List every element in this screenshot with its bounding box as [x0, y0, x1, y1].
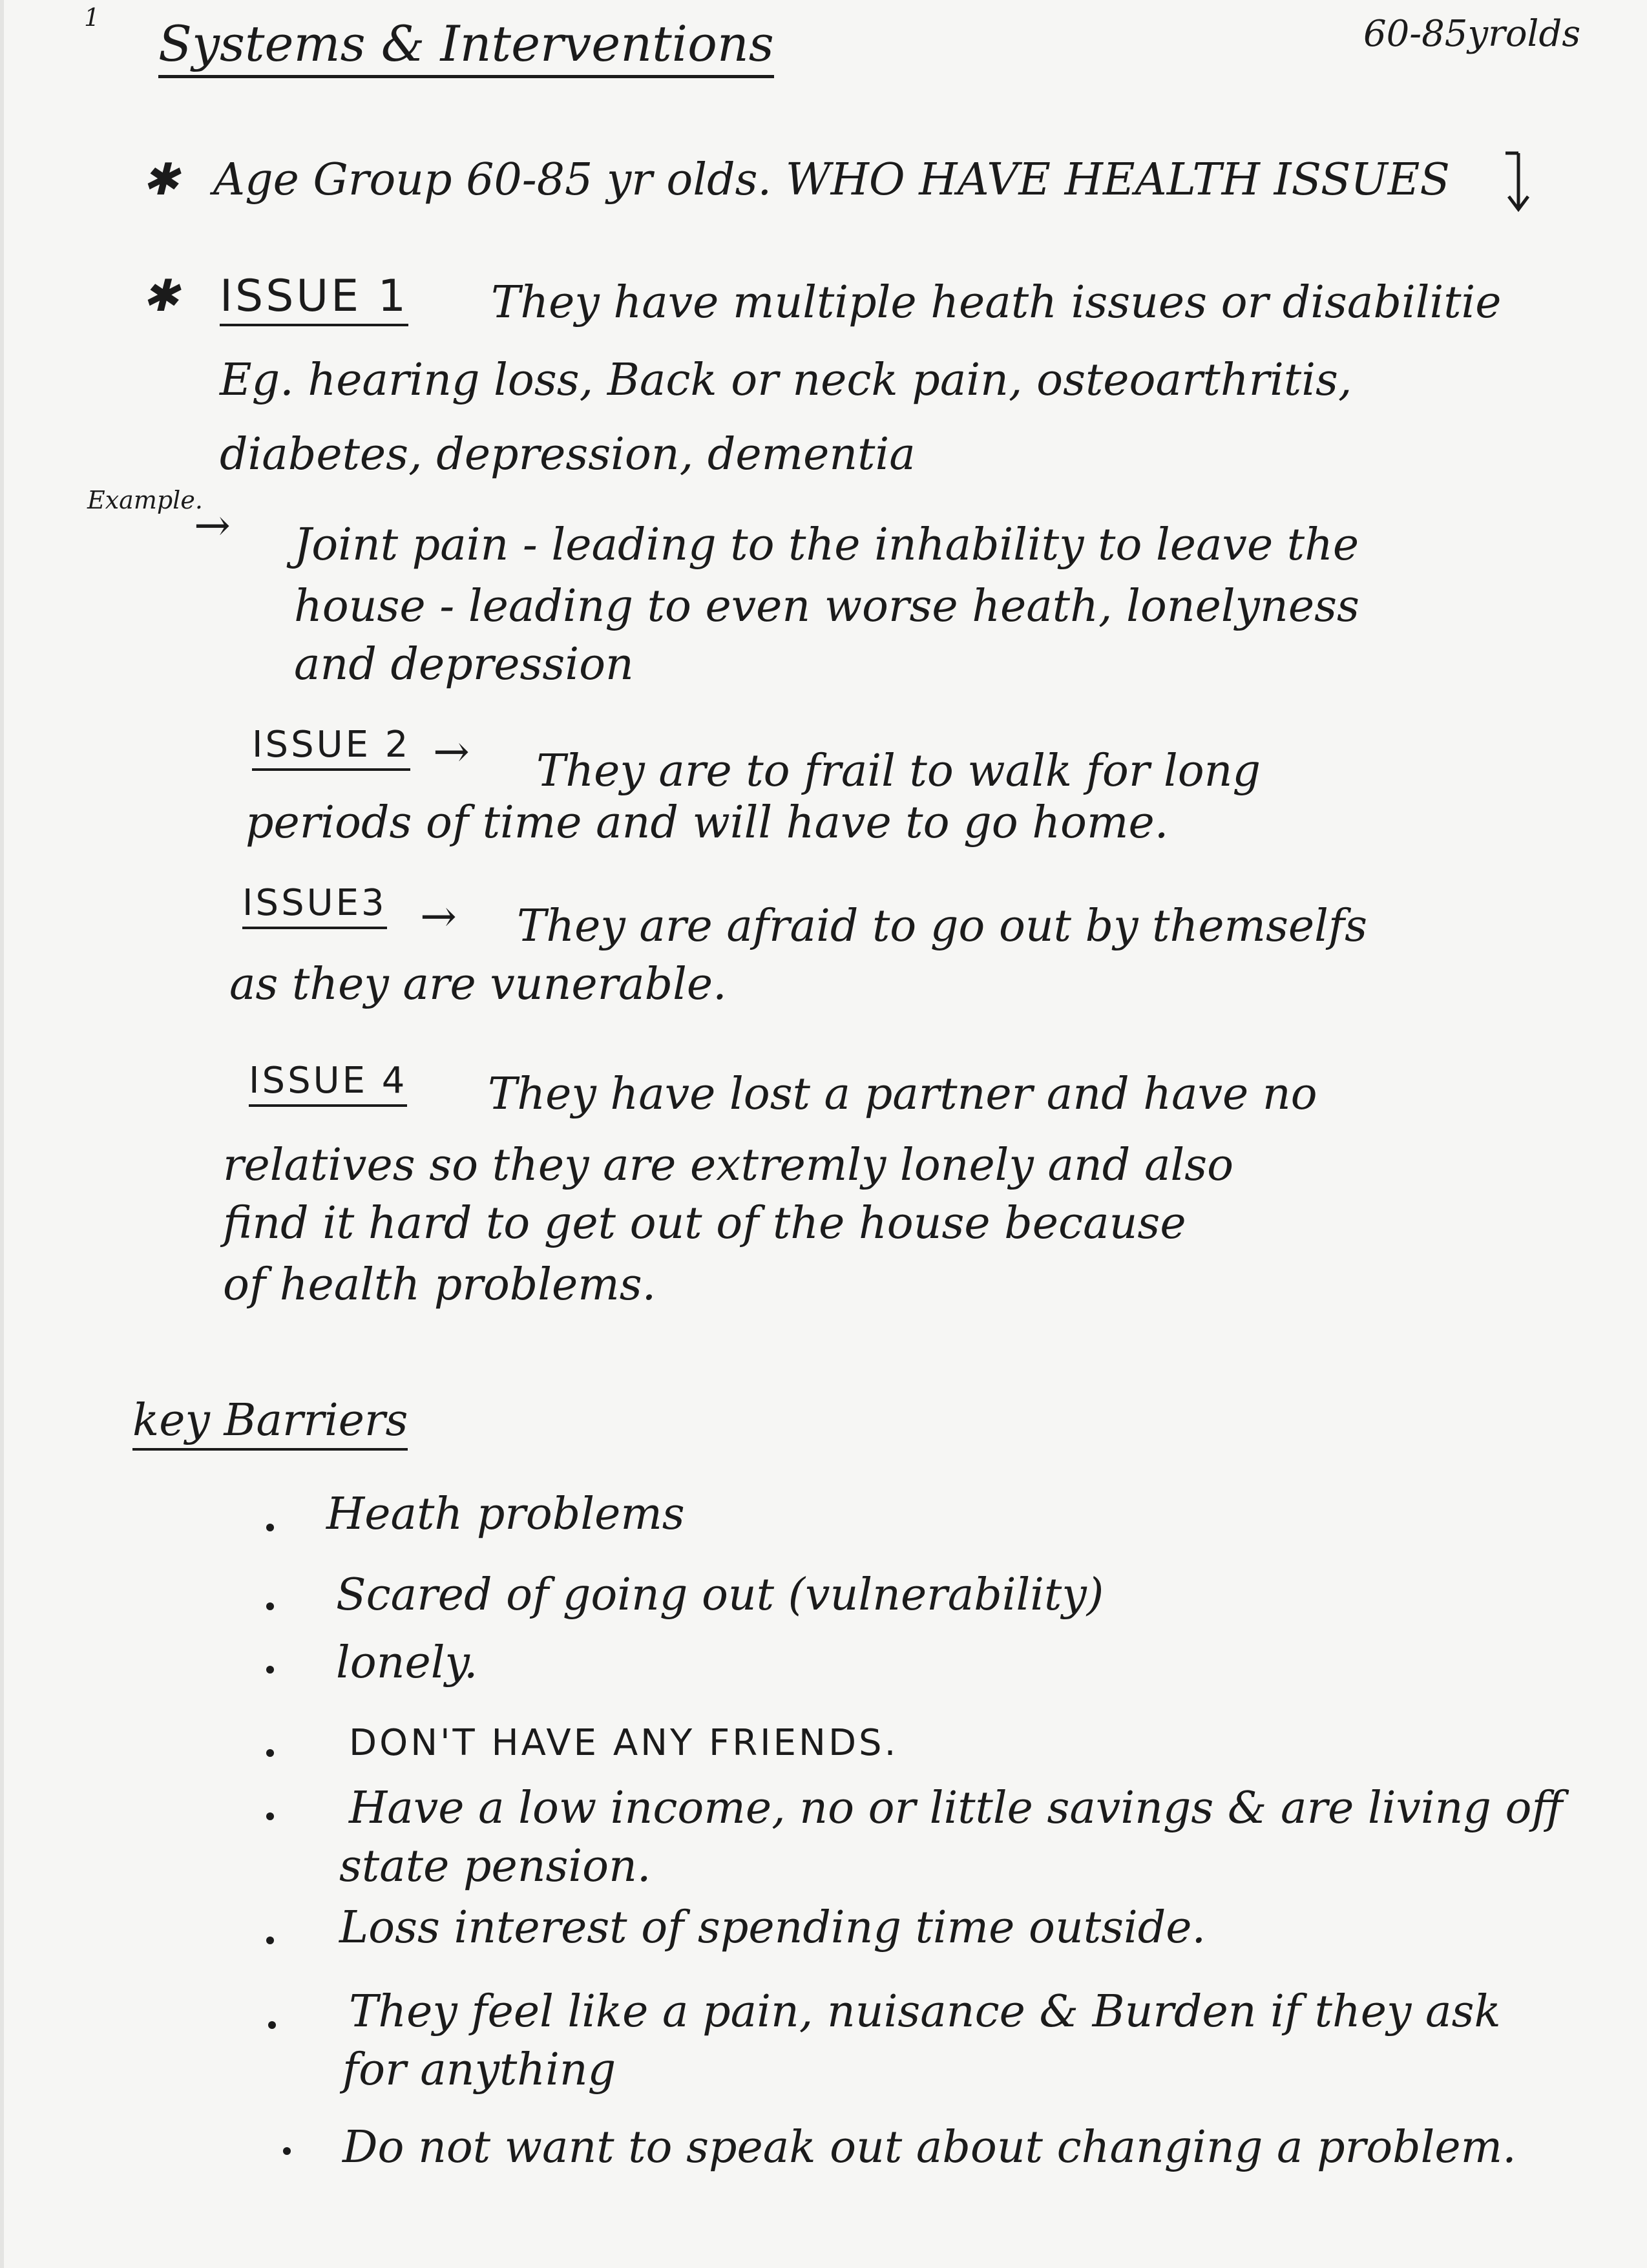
barrier-item: Heath problems	[326, 1489, 685, 1540]
barrier-item: Loss interest of spending time outside.	[339, 1902, 1206, 1953]
issue3-line-1: They are afraid to go out by themselfs	[517, 901, 1367, 952]
issue1-line-1: They have multiple heath issues or disabilitie	[491, 277, 1502, 328]
page-number: 1	[84, 3, 100, 32]
bullet-dot	[266, 1749, 274, 1757]
intro-text: Age Group 60-85 yr olds. WHO HAVE HEALTH ISSUES	[213, 154, 1450, 205]
issue1-line-2: Eg. hearing loss, Back or neck pain, osteoarthritis,	[220, 355, 1352, 406]
issue2-label: ISSUE 2	[252, 727, 410, 771]
issue2-line-2: periods of time and will have to go home.	[246, 797, 1169, 848]
issue3-arrow-icon: →	[420, 891, 457, 942]
barriers-heading: key Barriers	[132, 1399, 408, 1451]
example-label: Example.	[87, 486, 203, 514]
issue1-star: ✱	[142, 271, 179, 322]
issue2-arrow-icon: →	[433, 726, 470, 777]
page-title: Systems & Interventions	[158, 19, 774, 78]
issue1-label: ISSUE 1	[220, 275, 408, 326]
example-line-2: house - leading to even worse heath, lonelyness	[294, 581, 1359, 632]
issue4-label: ISSUE 4	[249, 1063, 407, 1107]
barrier-item: They feel like a pain, nuisance & Burden if they ask	[349, 1986, 1501, 2037]
barrier-item: lonely.	[336, 1637, 478, 1688]
example-arrow-icon: →	[194, 500, 231, 551]
issue4-line-3: find it hard to get out of the house because	[223, 1198, 1186, 1249]
barrier-item-continuation: for anything	[342, 2044, 616, 2095]
issue2-line-1: They are to frail to walk for long	[536, 746, 1261, 797]
issue3-label: ISSUE3	[242, 885, 387, 929]
paper-edge	[0, 0, 4, 2268]
barrier-item: DON'T HAVE ANY FRIENDS.	[349, 1722, 899, 1764]
example-line-3: and depression	[294, 639, 634, 690]
issue3-line-2: as they are vunerable.	[229, 959, 727, 1010]
bullet-dot	[266, 1602, 274, 1610]
barrier-item: Have a low income, no or little savings & are living off	[349, 1783, 1563, 1834]
barrier-item: Scared of going out (vulnerability)	[336, 1570, 1104, 1621]
age-group-tag: 60-85yrolds	[1363, 13, 1581, 55]
example-line-1: Joint pain - leading to the inhability to leave the	[294, 520, 1359, 571]
issue4-line-2: relatives so they are extremly lonely and also	[223, 1140, 1234, 1191]
issue4-line-1: They have lost a partner and have no	[488, 1069, 1317, 1120]
barrier-item: Do not want to speak out about changing a problem.	[342, 2122, 1516, 2173]
barrier-item-continuation: state pension.	[339, 1841, 651, 1892]
intro-star: ✱	[142, 154, 179, 205]
bullet-dot	[266, 1666, 274, 1674]
bullet-dot	[266, 1812, 274, 1820]
bullet-dot	[268, 2021, 276, 2029]
issue1-line-3: diabetes, depression, dementia	[220, 429, 916, 480]
bullet-dot	[266, 1937, 274, 1944]
bullet-dot	[266, 1524, 274, 1531]
arrow-down-icon	[1499, 150, 1538, 215]
bullet-dot	[283, 2147, 291, 2155]
issue4-line-4: of health problems.	[223, 1259, 656, 1310]
